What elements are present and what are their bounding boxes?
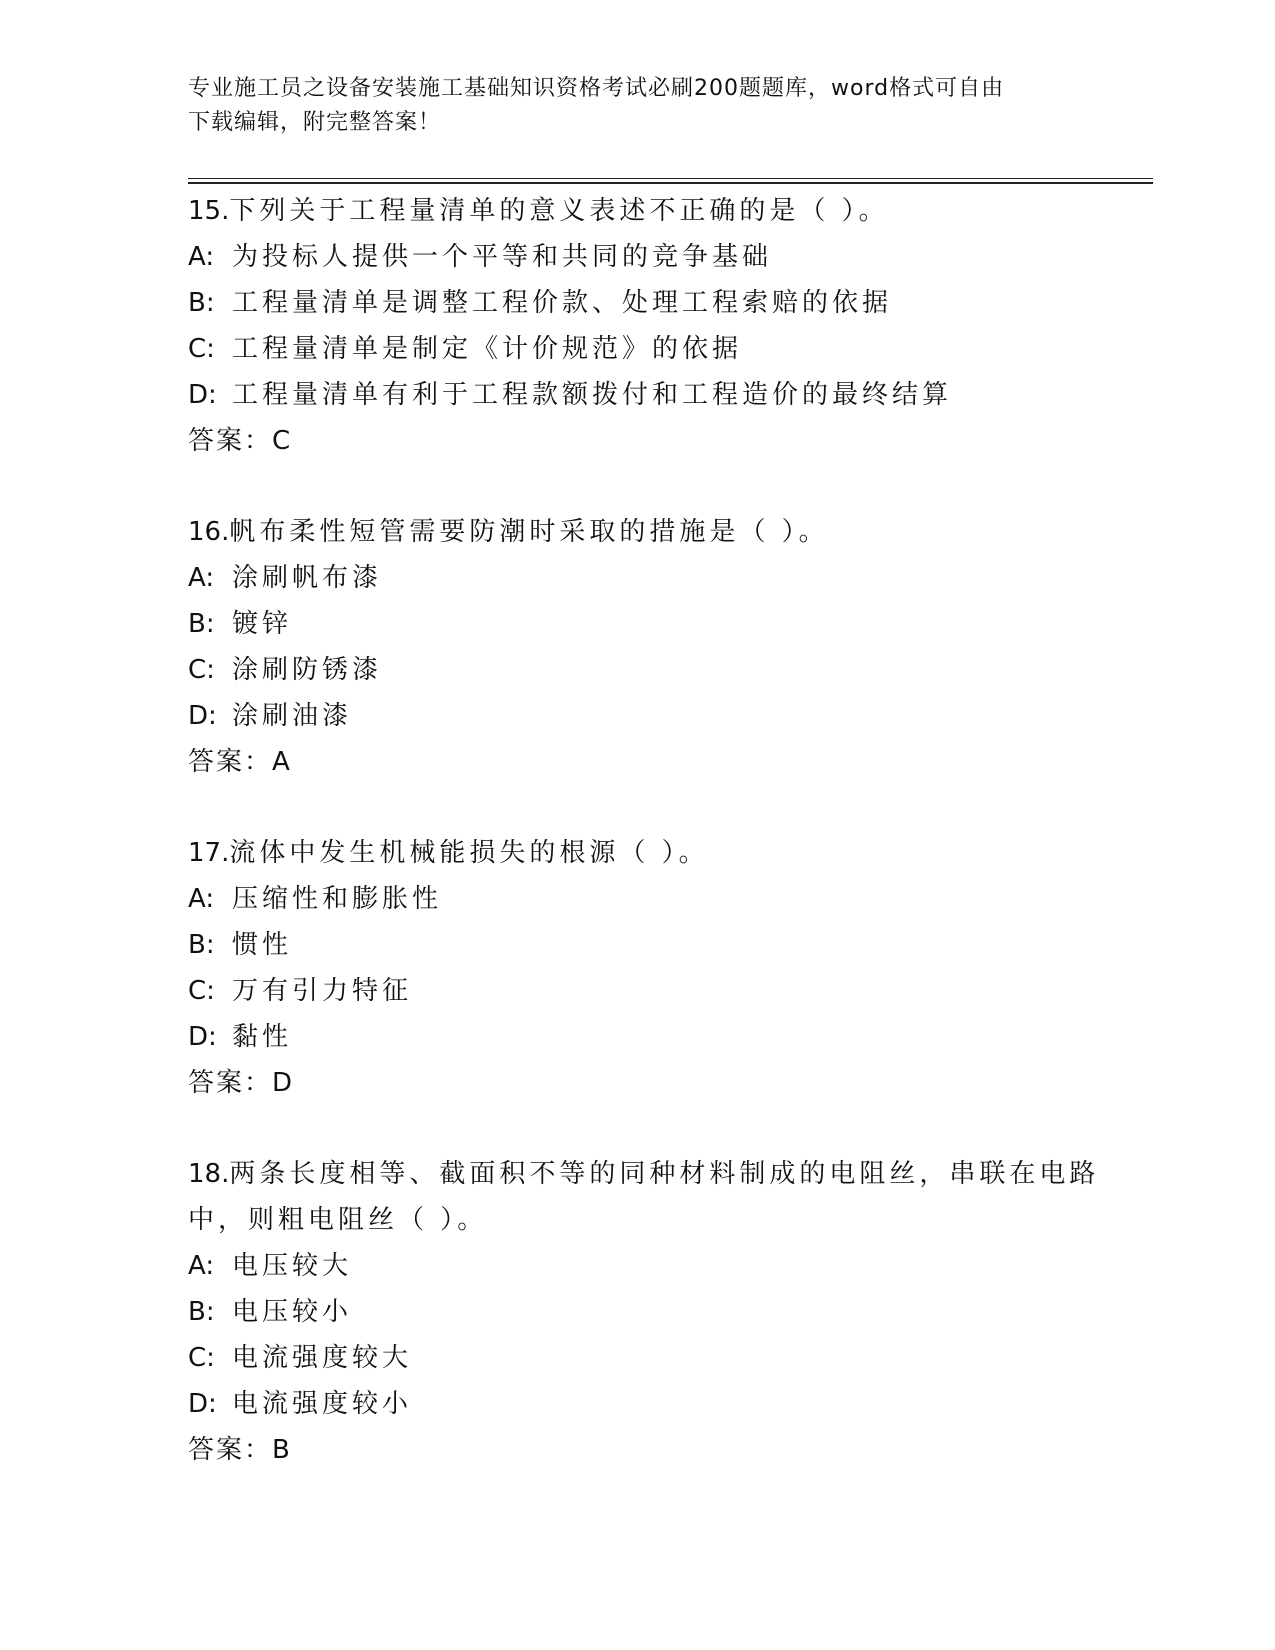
option-key: A: xyxy=(188,242,215,272)
option-key: A: xyxy=(188,884,215,914)
option-text: 电流强度较小 xyxy=(232,1389,413,1419)
option-text: 黏性 xyxy=(232,1022,293,1052)
option-text: 惯性 xyxy=(232,930,293,960)
answer-label: 答案：A xyxy=(188,747,292,777)
option-text: 电压较大 xyxy=(232,1251,353,1281)
question-stem xyxy=(188,188,1088,234)
option-key: C: xyxy=(188,1343,215,1373)
option-text: 涂刷帆布漆 xyxy=(232,563,383,593)
option-key: D: xyxy=(188,701,217,731)
option-key: C: xyxy=(188,655,215,685)
option-key: D: xyxy=(188,1022,217,1052)
option-text: 镀锌 xyxy=(232,609,293,639)
document-header xyxy=(188,72,1088,140)
option-b xyxy=(188,922,1088,968)
header-line-2: 下载编辑，附完整答案！ xyxy=(188,110,442,135)
option-key: C: xyxy=(188,976,215,1006)
option-c xyxy=(188,1335,1088,1381)
question-16 xyxy=(188,509,1088,785)
question-text: 流体中发生机械能损失的根源（ ）。 xyxy=(229,838,709,868)
option-text: 万有引力特征 xyxy=(232,976,413,1006)
question-15 xyxy=(188,188,1088,464)
header-divider-thin xyxy=(188,178,1153,179)
question-18 xyxy=(188,1151,1100,1473)
option-b xyxy=(188,601,1088,647)
question-stem xyxy=(188,830,1088,876)
option-text: 工程量清单有利于工程款额拨付和工程造价的最终结算 xyxy=(232,380,953,410)
option-key: B: xyxy=(188,1297,215,1327)
option-key: D: xyxy=(188,1389,217,1419)
question-number: 16. xyxy=(188,517,230,547)
option-text: 涂刷油漆 xyxy=(232,701,353,731)
option-text: 电流强度较大 xyxy=(232,1343,413,1373)
option-text: 工程量清单是调整工程价款、处理工程索赔的依据 xyxy=(232,288,893,318)
answer-label: 答案：B xyxy=(188,1435,292,1465)
option-key: B: xyxy=(188,609,215,639)
question-text: 帆布柔性短管需要防潮时采取的措施是（ ）。 xyxy=(229,517,829,547)
option-a xyxy=(188,1243,1088,1289)
option-text: 压缩性和膨胀性 xyxy=(232,884,443,914)
answer-label: 答案：D xyxy=(188,1068,295,1098)
option-key: B: xyxy=(188,930,215,960)
option-d xyxy=(188,1014,1088,1060)
option-key: B: xyxy=(188,288,215,318)
question-17 xyxy=(188,830,1088,1106)
header-divider-thick xyxy=(188,182,1153,184)
question-number: 15. xyxy=(188,196,230,226)
question-list xyxy=(188,188,1100,1518)
option-key: A: xyxy=(188,1251,215,1281)
option-c xyxy=(188,326,1088,372)
option-text: 工程量清单是制定《计价规范》的依据 xyxy=(232,334,743,364)
option-text: 为投标人提供一个平等和共同的竞争基础 xyxy=(232,242,773,272)
option-d xyxy=(188,372,1088,418)
answer-label: 答案：C xyxy=(188,426,293,456)
option-text: 涂刷防锈漆 xyxy=(232,655,383,685)
question-stem xyxy=(188,1151,1100,1197)
option-a xyxy=(188,876,1088,922)
option-key: D: xyxy=(188,380,217,410)
option-c xyxy=(188,647,1088,693)
option-key: C: xyxy=(188,334,215,364)
question-number: 17. xyxy=(188,838,230,868)
question-stem xyxy=(188,509,1088,555)
header-line-1: 专业施工员之设备安装施工基础知识资格考试必刷200题题库，word格式可自由 xyxy=(188,76,1005,101)
option-b xyxy=(188,280,1088,326)
option-a xyxy=(188,234,1088,280)
question-text: 两条长度相等、截面积不等的同种材料制成的电阻丝，串联在电路 xyxy=(229,1159,1100,1189)
option-d xyxy=(188,1381,1088,1427)
question-stem-continued: 中，则粗电阻丝（ ）。 xyxy=(188,1205,488,1235)
option-key: A: xyxy=(188,563,215,593)
option-c xyxy=(188,968,1088,1014)
option-a xyxy=(188,555,1088,601)
option-d xyxy=(188,693,1088,739)
question-text: 下列关于工程量清单的意义表述不正确的是（ ）。 xyxy=(229,196,889,226)
option-b xyxy=(188,1289,1088,1335)
question-number: 18. xyxy=(188,1159,230,1189)
option-text: 电压较小 xyxy=(232,1297,353,1327)
